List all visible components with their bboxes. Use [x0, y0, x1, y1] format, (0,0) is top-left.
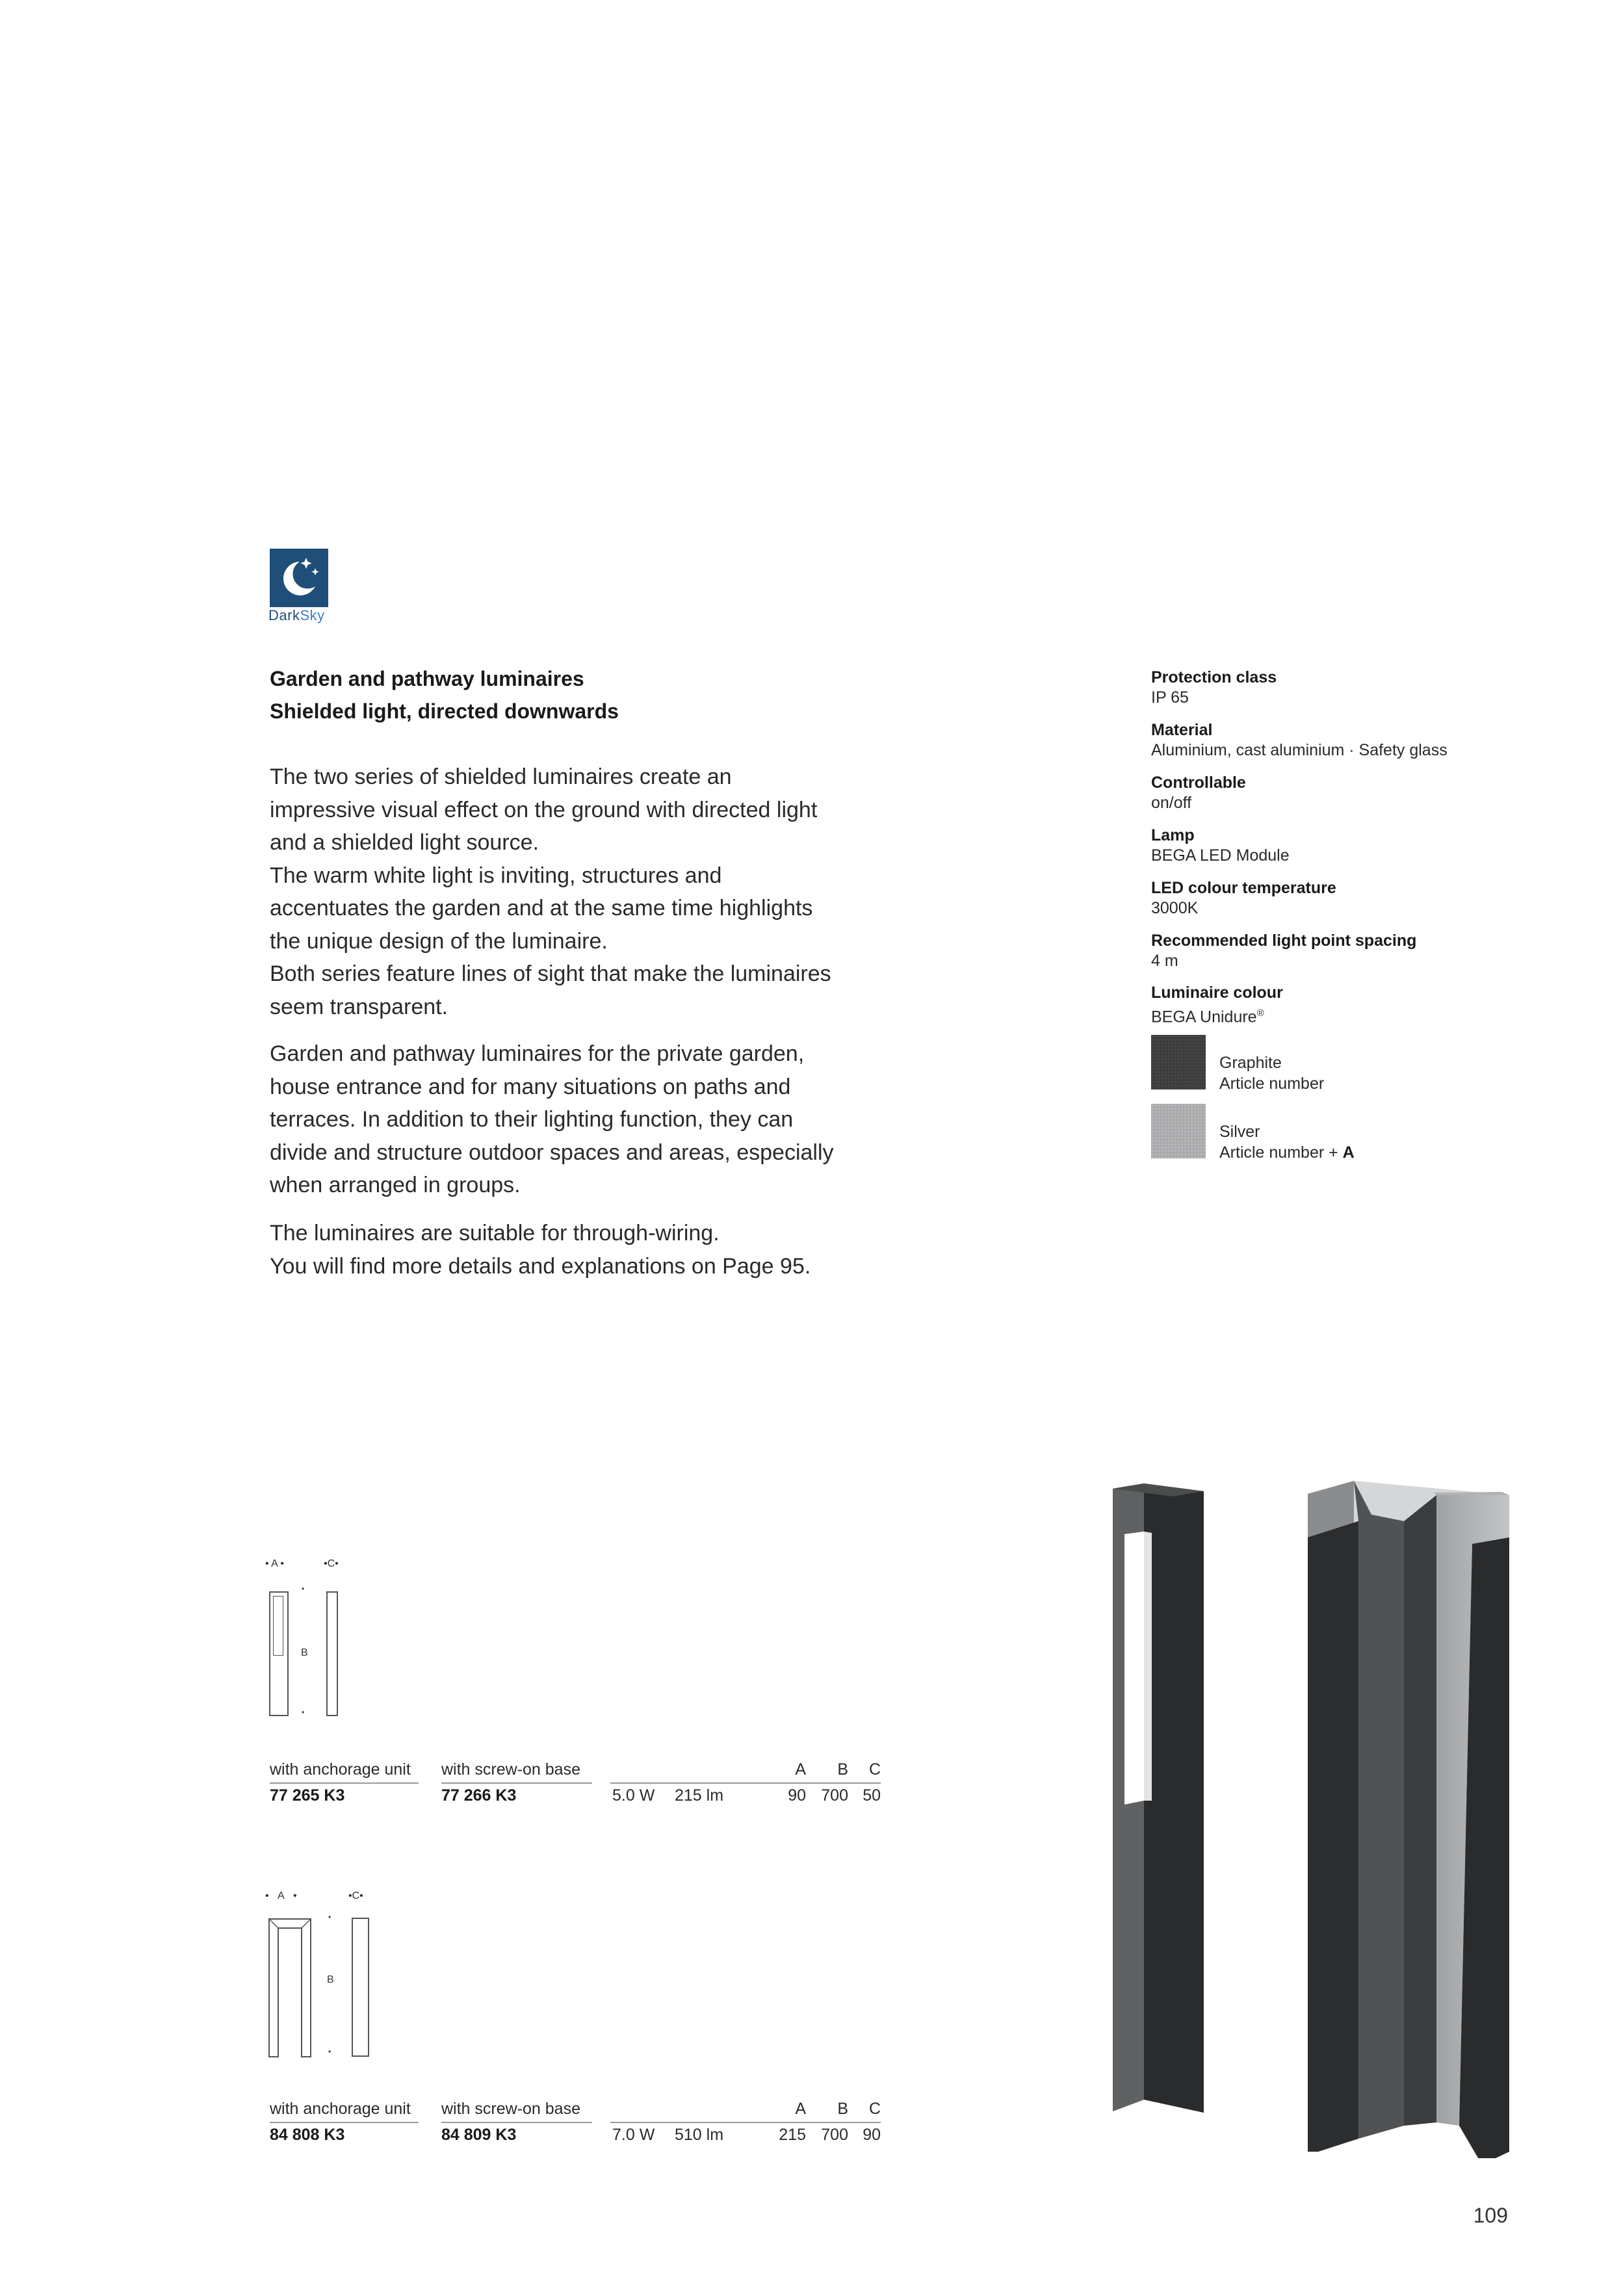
dim-c-label: •C•: [324, 1558, 339, 1569]
dim-tick: •: [302, 1584, 305, 1593]
page-number: 109: [1473, 2204, 1508, 2227]
side-view: [352, 1918, 369, 2057]
intro-paragraph: The two series of shielded luminaires create an impressive visual effect on the ground with directed light and a shielded light source. The warm white light is inviting, structures and accentuates the garden and at the same time highlights the unique design of the luminaire. Both series feature lines of sight that make the luminaires seem transparent.: [270, 764, 831, 1019]
luminous-flux: 510 lm: [675, 2126, 724, 2144]
power: 7.0 W: [612, 2126, 655, 2144]
wiring-paragraph: The luminaires are suitable for through-wiring. You will find more details and explanations on Page 95.: [270, 1221, 811, 1279]
sight-window: [273, 1596, 283, 1656]
swatch-graphite: [1151, 1035, 1206, 1089]
spec-controllable: Controllable on/off: [1151, 774, 1246, 812]
dim-b-label: B: [301, 1647, 308, 1658]
dim-tick: •: [328, 2047, 331, 2056]
dim-a-label: • A •: [265, 1558, 285, 1569]
dim-b-value: 700: [821, 2126, 848, 2144]
luminous-flux: 215 lm: [675, 1786, 724, 1805]
dim-c-value: 50: [863, 1786, 881, 1805]
spec-lamp: Lamp BEGA LED Module: [1151, 826, 1290, 865]
headline-line-1: Garden and pathway luminaires: [270, 667, 584, 690]
spec-led-colour-temperature: LED colour temperature 3000K: [1151, 879, 1336, 917]
dim-tick: •: [302, 1708, 305, 1717]
colour-silver: Silver Article number + A: [1219, 1123, 1355, 1162]
dim-a-label: • A •: [265, 1890, 297, 1901]
dim-a-value: 215: [779, 2126, 806, 2144]
headline-line-2: Shielded light, directed downwards: [270, 699, 619, 723]
moon-stars-icon: [270, 549, 328, 607]
front-view-u-shape: [268, 1918, 313, 2058]
dim-a-value: 90: [788, 1786, 806, 1805]
darksky-logo: [270, 549, 328, 607]
dim-b-label: B: [327, 1974, 334, 1985]
dim-b-value: 700: [821, 1786, 848, 1805]
dim-c-label: •C•: [348, 1890, 363, 1901]
article-screw-on: 84 809 K3: [441, 2126, 517, 2144]
spec-luminaire-colour: Luminaire colour BEGA Unidure®: [1151, 984, 1283, 1026]
slim-bollard: [1113, 1483, 1204, 2113]
article-anchorage: 84 808 K3: [270, 2126, 345, 2144]
article-anchorage: 77 265 K3: [270, 1786, 345, 1805]
usage-paragraph: Garden and pathway luminaires for the private garden, house entrance and for many situations on paths and terraces. In addition to their lighting function, they can divide and structure outdoor spaces and areas, especially when arranged in groups.: [270, 1041, 834, 1197]
product-table-1: with anchorage unit with screw-on base A B C 77 265 K3 77 266 K3 5.0 W 215 lm 90 700 50: [270, 1760, 881, 1805]
spec-protection-class: Protection class IP 65: [1151, 668, 1277, 707]
article-screw-on: 77 266 K3: [441, 1786, 517, 1805]
power: 5.0 W: [612, 1786, 655, 1805]
side-view: [326, 1591, 338, 1716]
darksky-wordmark: DarkSky: [268, 607, 325, 623]
product-illustration: [1098, 1476, 1527, 2158]
colour-graphite: Graphite Article number: [1219, 1054, 1325, 1093]
spec-light-point-spacing: Recommended light point spacing 4 m: [1151, 932, 1417, 970]
product-table-2: with anchorage unit with screw-on base A B C 84 808 K3 84 809 K3 7.0 W 510 lm 215 700 90: [270, 2100, 881, 2144]
dim-tick: •: [328, 1912, 331, 1922]
dim-c-value: 90: [863, 2126, 881, 2144]
swatch-silver: [1151, 1104, 1206, 1158]
u-bollard: [1308, 1481, 1509, 2158]
spec-material: Material Aluminium, cast aluminium · Safety glass: [1151, 721, 1448, 759]
